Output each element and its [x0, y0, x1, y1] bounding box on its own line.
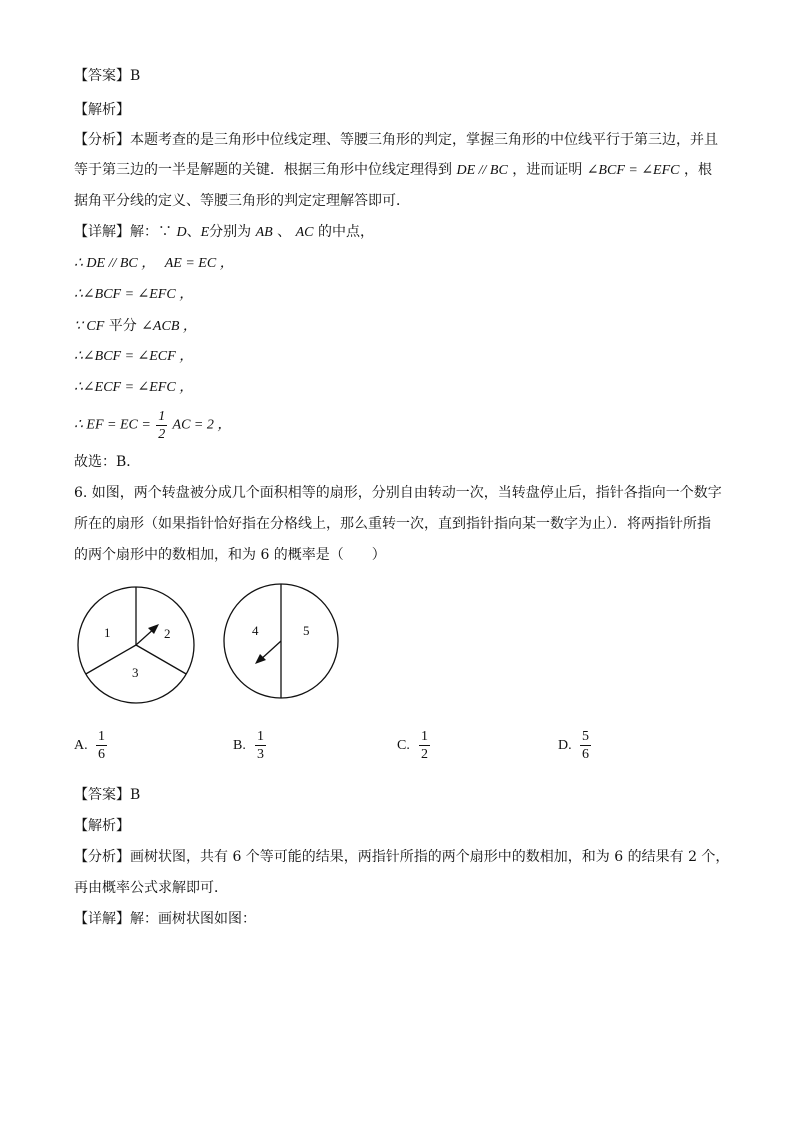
q5-half-den: 2	[158, 427, 166, 442]
option-c-fraction	[419, 728, 430, 763]
q5-fenxi-math-a: DE // BC	[456, 163, 508, 178]
option-c-den: 2	[421, 747, 428, 762]
q5-fenxi-text-c: ，根	[683, 162, 712, 178]
spinner-1-label-2: 2	[164, 626, 171, 641]
spinner-2	[224, 584, 338, 698]
spinner-1-divider-left	[86, 645, 136, 674]
q5-half-fraction	[156, 408, 167, 443]
q5-mid: 分别为	[209, 224, 252, 240]
q5-step1	[74, 254, 234, 274]
q6-fenxi-line2: 再由概率公式求解即可．	[74, 880, 228, 896]
spinner-1-label-3: 3	[132, 665, 139, 680]
option-a-label: A.	[74, 738, 88, 753]
q5-fenxi-math-b: ∠BCF = ∠EFC	[586, 163, 680, 178]
q6-stem-line3: 的两个扇形中的数相加，和为 6 的概率是（ ）	[74, 547, 386, 563]
q6-xiangjie: 【详解】解：画树状图如图：	[74, 911, 256, 927]
option-b-den: 3	[257, 747, 264, 762]
option-a-den: 6	[98, 747, 105, 762]
spinner-1	[78, 587, 194, 703]
q6-analysis-title: 【解析】	[74, 818, 130, 834]
spinner-1-divider-right	[136, 645, 186, 674]
q5-fenxi-text-b: ，进而证明	[512, 162, 583, 178]
option-d-num: 5	[582, 729, 589, 744]
q5-step3c: ∠ACB ，	[141, 319, 197, 334]
q6-stem-line2: 所在的扇形（如果指针恰好指在分格线上，那么重转一次，直到指针指向某一数字为止）．将两指针所指	[74, 516, 711, 532]
spinner-2-label-5: 5	[303, 623, 310, 638]
q6-stem-line1: 6. 如图，两个转盘被分成几个面积相等的扇形，分别自由转动一次，当转盘停止后，指针各指向一个数字	[74, 485, 722, 501]
q5-step4: ∴∠BCF = ∠ECF ，	[74, 349, 194, 364]
q5-fenxi-line3: 据角平分线的定义、等腰三角形的判定定理解答即可．	[74, 193, 410, 209]
option-a-num: 1	[98, 729, 105, 744]
q5-fenxi-text-a: 等于第三边的一半是解题的关键．根据三角形中位线定理得到	[74, 162, 452, 178]
q5-seg-ab: AB	[255, 225, 273, 240]
q5-sep-2: 、	[277, 224, 292, 240]
option-a-fraction	[96, 728, 107, 763]
q5-fenxi-line2	[74, 160, 712, 181]
q5-step3a: ∵ CF	[74, 319, 105, 334]
q5-step6a: ∴ EF = EC =	[74, 417, 151, 433]
q6-answer: 【答案】B	[74, 787, 141, 803]
q5-step1a: ∴ DE // BC ，	[74, 256, 156, 271]
q5-point-e: E	[200, 225, 210, 240]
q5-step1b: AE = EC ，	[164, 256, 234, 271]
q6-fenxi-line1: 【分析】画树状图，共有 6 个等可能的结果，两指针所指的两个扇形中的数相加，和为 6 的结果有 2 个，	[74, 849, 730, 865]
q5-step6b: AC = 2 ，	[172, 417, 232, 433]
q5-step2: ∴∠BCF = ∠EFC ，	[74, 287, 194, 302]
q5-tail: 的中点，	[317, 224, 374, 240]
option-d-den: 6	[582, 747, 589, 762]
q5-sep-1: 、	[186, 224, 201, 240]
q5-point-d: D	[176, 225, 187, 240]
q5-conclusion: 故选：B．	[74, 454, 141, 470]
option-b-num: 1	[257, 729, 264, 744]
option-b-label: B.	[233, 738, 246, 753]
q5-answer: 【答案】B	[74, 68, 141, 84]
spinner-figure	[60, 580, 360, 710]
option-b-fraction	[255, 728, 266, 763]
q5-xiangjie-head: 【详解】解：∵	[74, 224, 172, 240]
option-c-label: C.	[397, 738, 410, 753]
q5-step3	[74, 316, 197, 337]
q5-step5: ∴∠ECF = ∠EFC ，	[74, 380, 194, 395]
option-d-fraction	[580, 728, 591, 763]
q5-half-num: 1	[158, 409, 166, 424]
option-c-num: 1	[421, 729, 428, 744]
q5-step6	[74, 408, 231, 443]
spinner-2-label-4: 4	[252, 623, 259, 638]
q5-fenxi-line1: 【分析】本题考查的是三角形中位线定理、等腰三角形的判定，掌握三角形的中位线平行于第三边，并且	[74, 132, 718, 148]
q5-analysis-title: 【解析】	[74, 102, 130, 118]
spinner-1-label-1: 1	[104, 625, 111, 640]
q5-step3b: 平分	[108, 318, 137, 334]
q5-seg-ac: AC	[295, 225, 314, 240]
q5-xiangjie-line	[74, 222, 374, 243]
option-d-label: D.	[558, 738, 572, 753]
